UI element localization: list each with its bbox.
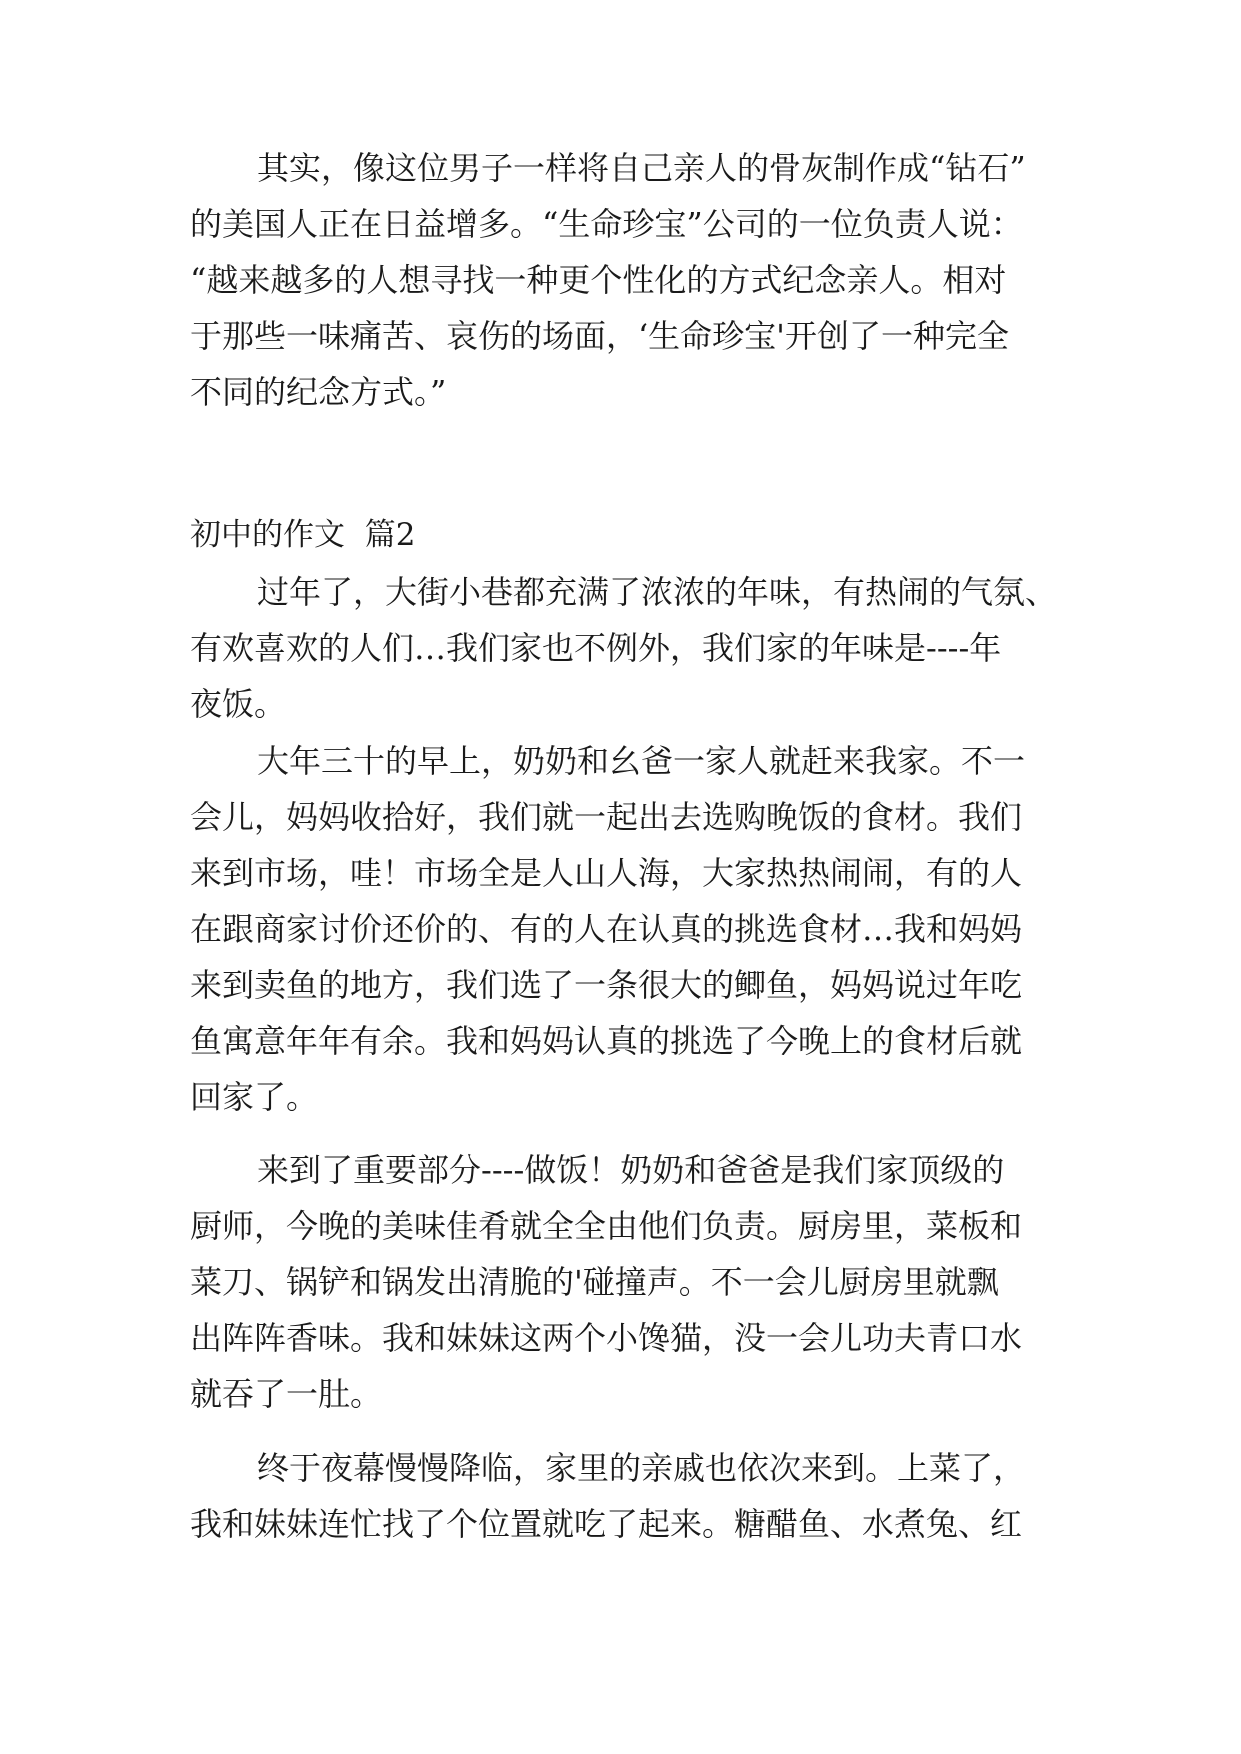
text-line: 其实，像这位男子一样将自己亲人的骨灰制作成“钻石” [257, 149, 1026, 187]
text-line: 终于夜幕慢慢降临，家里的亲戚也依次来到。上菜了， [257, 1449, 1026, 1487]
text-line: 夜饭。 [190, 685, 287, 723]
text-line: 的美国人正在日益增多。“生命珍宝”公司的一位负责人说： [190, 205, 1023, 243]
text-line: 在跟商家讨价还价的、有的人在认真的挑选食材…我和妈妈 [190, 910, 1023, 948]
text-line: 回家了。 [190, 1078, 319, 1116]
text-line: 鱼寓意年年有余。我和妈妈认真的挑选了今晚上的食材后就 [190, 1022, 1023, 1060]
text-line: 来到卖鱼的地方，我们选了一条很大的鲫鱼，妈妈说过年吃 [190, 966, 1023, 1004]
text-line: 来到了重要部分----做饭！奶奶和爸爸是我们家顶级的 [257, 1151, 1005, 1189]
text-line: 于那些一味痛苦、哀伤的场面，‘生命珍宝'开创了一种完全 [190, 317, 1009, 355]
text-line: 不同的纪念方式。” [190, 373, 447, 411]
text-line: 大年三十的早上，奶奶和幺爸一家人就赶来我家。不一 [257, 742, 1026, 780]
text-line: 菜刀、锅铲和锅发出清脆的'碰撞声。不一会儿厨房里就飘 [190, 1263, 999, 1301]
text-line: 会儿，妈妈收拾好，我们就一起出去选购晚饭的食材。我们 [190, 798, 1023, 836]
text-line: 出阵阵香味。我和妹妹这两个小馋猫，没一会儿功夫青口水 [190, 1319, 1023, 1357]
text-line: 就吞了一肚。 [190, 1375, 383, 1413]
text-line: 有欢喜欢的人们…我们家也不例外，我们家的年味是----年 [190, 629, 1002, 667]
text-line: 我和妹妹连忙找了个位置就吃了起来。糖醋鱼、水煮兔、红 [190, 1505, 1023, 1543]
text-line: 过年了，大街小巷都充满了浓浓的年味，有热闹的气氛、 [257, 573, 1058, 611]
text-line: 来到市场，哇！市场全是人山人海，大家热热闹闹，有的人 [190, 854, 1023, 892]
text-line: 厨师，今晚的美味佳肴就全全由他们负责。厨房里，菜板和 [190, 1207, 1023, 1245]
text-line: “越来越多的人想寻找一种更个性化的方式纪念亲人。相对 [190, 261, 1007, 299]
section-heading: 初中的作文 篇2 [190, 517, 416, 553]
